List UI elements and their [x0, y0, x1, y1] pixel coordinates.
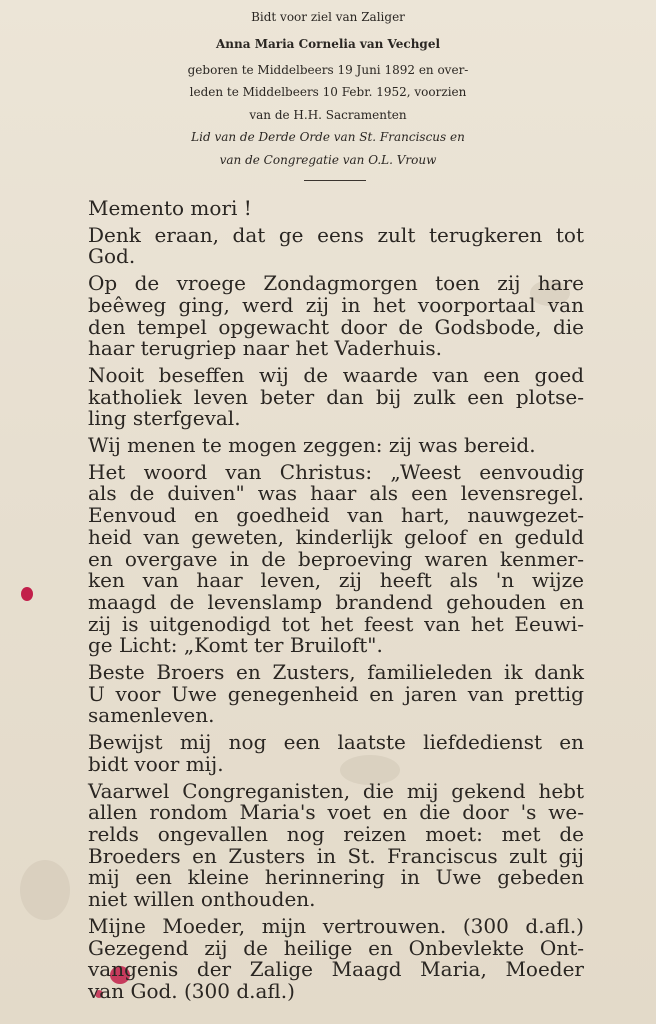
red-ink-spot [21, 587, 33, 601]
text-line: en overgave in de beproeving waren kenmer- [88, 546, 584, 571]
text-line: Broeders en Zusters in St. Franciscus zult gij [88, 843, 584, 868]
text-line: ge Licht: „Komt ter Bruiloft". [88, 633, 383, 658]
paragraph [88, 362, 584, 431]
paragraph [88, 459, 584, 658]
text-line: vangenis der Zalige Maagd Maria, Moeder [88, 957, 584, 982]
congregation-line: van de Congregatie van O.L. Vrouw [219, 152, 437, 167]
text-line: ling sterfgeval. [88, 406, 241, 431]
text-line: samenleven. [88, 703, 215, 728]
text-line: als de duiven" was haar als een levensregel. [88, 481, 584, 506]
text-line: van God. (300 d.afl.) [88, 978, 295, 1003]
text-line: zij is uitgenodigd tot het feest van het Eeuwi- [88, 611, 584, 636]
text-line: bidt voor mij. [88, 751, 224, 776]
text-line: den tempel opgewacht door de Godsbode, die [88, 314, 584, 339]
text-line: U voor Uwe genegenheid en jaren van prettig [88, 681, 584, 706]
text-line: Wij menen te mogen zeggen: zij was bereid. [88, 433, 536, 458]
order-line: Lid van de Derde Orde van St. Franciscus en [191, 130, 465, 144]
paragraph [88, 778, 584, 912]
text-line: haar terugriep naar het Vaderhuis. [88, 336, 442, 361]
text-line: ken van haar leven, zij heeft als 'n wijze [88, 568, 584, 593]
text-line: Gezegend zij de heilige en Onbevlekte Ont- [88, 935, 584, 960]
card-header [0, 6, 656, 171]
text-line: allen rondom Maria's voet en die door 's we- [88, 800, 584, 825]
text-line: Bewijst mij nog een laatste liefdedienst en [88, 730, 584, 755]
text-line: Eenvoud en goedheid van hart, nauwgezet- [88, 503, 584, 528]
text-line: Vaarwel Congreganisten, die mij gekend hebt [88, 778, 584, 803]
text-line: Mijne Moeder, mijn vertrouwen. (300 d.afl.) [88, 913, 584, 938]
text-line: niet willen onthouden. [88, 887, 316, 912]
paragraph [88, 435, 584, 457]
text-line: Nooit beseffen wij de waarde van een goed [88, 362, 584, 387]
paragraph [88, 198, 584, 220]
text-line: mij een kleine herinnering in Uwe gebeden [88, 865, 584, 890]
sacraments-line: van de H.H. Sacramenten [249, 107, 407, 122]
paragraph [88, 732, 584, 775]
text-line: Denk eraan, dat ge eens zult terugkeren tot [88, 222, 584, 247]
text-line: Memento mori ! [88, 196, 252, 220]
death-line: leden te Middelbeers 10 Febr. 1952, voorzien [189, 85, 467, 99]
text-line: Op de vroege Zondagmorgen toen zij hare [88, 271, 584, 296]
paragraph [88, 273, 584, 360]
deceased-name: Anna Maria Cornelia van Vechgel [215, 36, 441, 51]
text-line: heid van geweten, kinderlijk geloof en geduld [88, 524, 584, 549]
paper-stain [20, 860, 70, 920]
text-line: beêweg ging, werd zij in het voorportaal van [88, 292, 584, 317]
birth-line: geboren te Middelbeers 19 Juni 1892 en over- [187, 62, 469, 77]
text-line: Het woord van Christus: „Weest eenvoudig [88, 459, 584, 484]
header-intro: Bidt voor ziel van Zaliger [251, 10, 405, 24]
text-line: God. [88, 244, 136, 269]
paragraph [88, 662, 584, 727]
card-body [88, 198, 584, 1008]
header-rule [304, 180, 366, 181]
text-line: relds ongevallen nog reizen moet: met de [88, 821, 584, 846]
paragraph [88, 222, 584, 269]
text-line: Beste Broers en Zusters, familieleden ik dank [88, 660, 584, 685]
text-line: maagd de levenslamp brandend gehouden en [88, 589, 584, 614]
text-line: katholiek leven beter dan bij zulk een plotse- [88, 384, 584, 409]
paragraph [88, 913, 584, 1003]
